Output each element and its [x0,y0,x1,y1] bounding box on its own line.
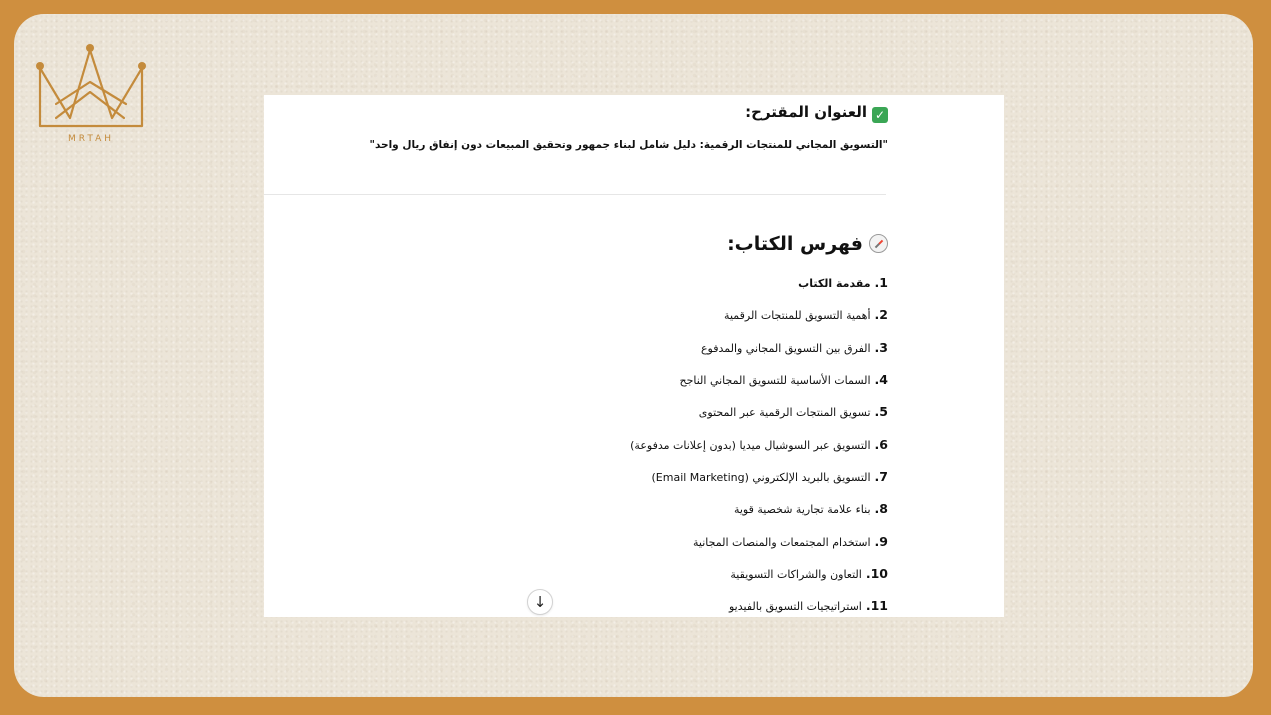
section-divider [264,194,886,195]
compass-emoji-icon [869,234,888,253]
toc-item: 11.استراتيجيات التسويق بالفيديو [729,598,888,613]
toc-item: 3.الفرق بين التسويق المجاني والمدفوع [700,340,888,355]
crown-logo-icon [34,42,148,134]
check-mark-emoji-icon: ✓ [872,107,888,123]
mrtah-logo [34,42,148,152]
toc-heading: فهرس الكتاب: [727,233,888,255]
toc-item: 4.السمات الأساسية للتسويق المجاني الناجح [679,372,888,387]
suggested-title-heading: ✓العنوان المقترح: [745,103,888,123]
arrow-down-icon: ↓ [533,593,547,611]
toc-item: 8.بناء علامة تجارية شخصية قوية [733,501,888,516]
toc-item: 7.التسويق بالبريد الإلكتروني (Email Marketing) [651,469,888,484]
toc-item: 10.التعاون والشراكات التسويقية [730,566,888,581]
scroll-down-button[interactable] [527,589,553,615]
document-page[interactable] [264,95,1004,617]
toc-item: 1.مقدمة الكتاب [798,275,888,290]
toc-item: 9.استخدام المجتمعات والمنصات المجانية [693,534,888,549]
logo-wordmark: MRTAH [67,134,115,144]
suggested-title-text: "التسويق المجاني للمنتجات الرقمية: دليل شامل لبناء جمهور وتحقيق المبيعات دون إنفاق ريال واحد" [369,139,888,151]
toc-item: 2.أهمية التسويق للمنتجات الرقمية [724,307,888,322]
toc-item: 6.التسويق عبر السوشيال ميديا (بدون إعلانات مدفوعة) [630,437,888,452]
toc-item: 5.تسويق المنتجات الرقمية عبر المحتوى [698,404,888,419]
